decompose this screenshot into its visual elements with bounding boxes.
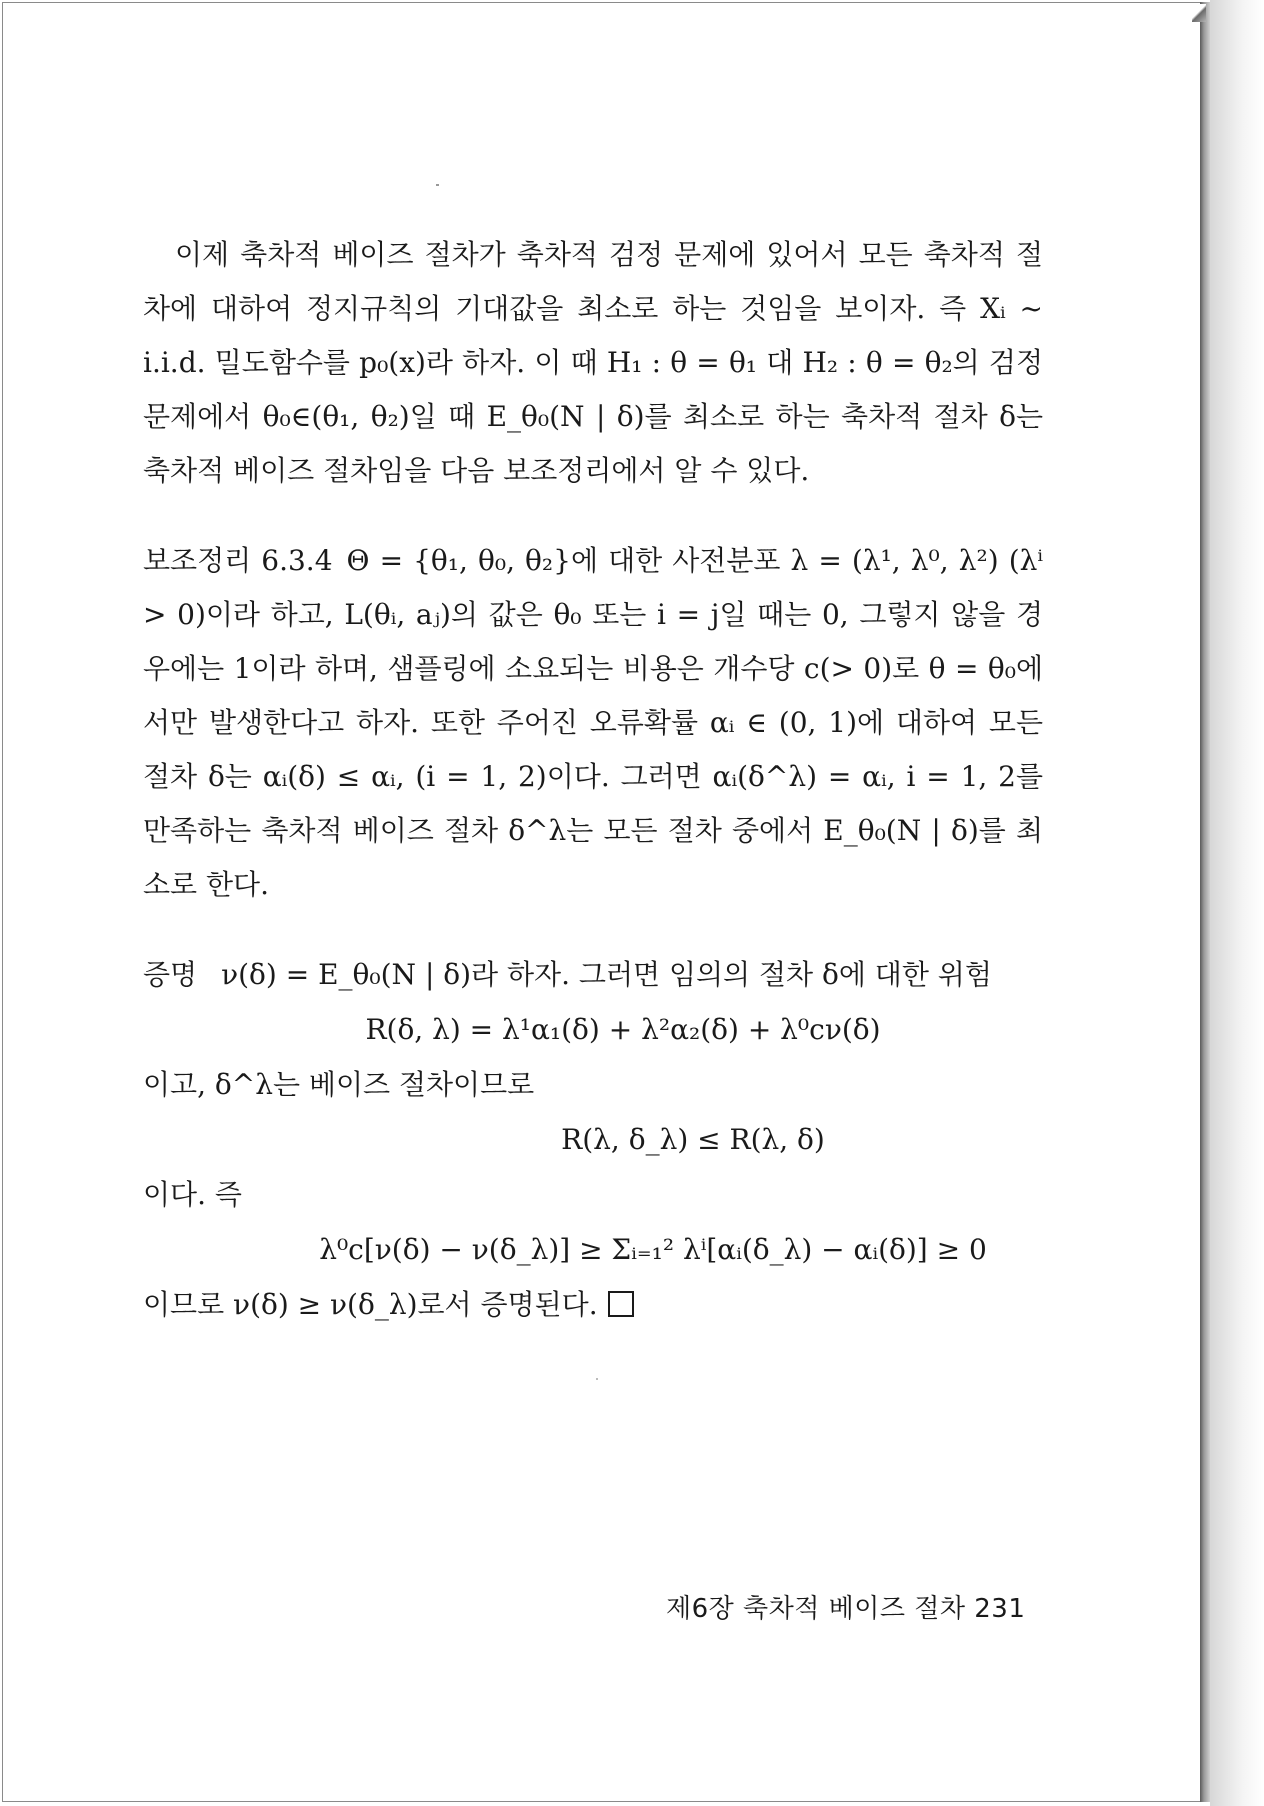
- equation-final-inequality: λ⁰c[ν(δ) − ν(δ_λ)] ≥ Σᵢ₌₁² λⁱ[αᵢ(δ_λ) − αᵢ(δ)] ≥ 0: [319, 1233, 987, 1266]
- equation-risk: R(δ, λ) = λ¹α₁(δ) + λ²α₂(δ) + λ⁰cν(δ): [365, 1013, 881, 1046]
- page-spine-edge: [1200, 2, 1210, 1802]
- lemma-label: 보조정리 6.3.4: [143, 544, 333, 577]
- lemma-text: Θ = {θ₁, θ₀, θ₂}에 대한 사전분포 λ = (λ¹, λ⁰, λ²) (λⁱ > 0)이라 하고, L(θᵢ, aⱼ)의 값은 θ₀ 또는 i = j일 때는 0, 그렇지 않을 경우에는 1이라 하며, 샘플링에 소요되는 비용은 개수당 c(> 0)로 θ = θ₀에서만 발생한다고 하자. 또한 주어진 오류확률 αᵢ ∈ (0, 1)에 대하여 모든 절차 δ는 αᵢ(δ) ≤ αᵢ, (i = 1, 2)이다. 그러면 αᵢ(δ^λ) = αᵢ, i = 1, 2를 만족하는 축차적 베이즈 절차 δ^λ는 모든 절차 중에서 E_θ₀(N | δ)를 최소로 한다.: [143, 544, 1043, 901]
- equation-bayes-inequality: R(λ, δ_λ) ≤ R(λ, δ): [561, 1123, 825, 1156]
- qed-box-icon: [608, 1291, 634, 1317]
- footer-chapter: 제6장 축차적 베이즈 절차: [666, 1594, 966, 1624]
- page-corner: [1192, 4, 1206, 22]
- page-content: [143, 228, 1043, 1332]
- proof-line-1: [143, 948, 1043, 1002]
- page-edge-shadow: [1210, 0, 1264, 1806]
- proof-text-4: 이므로 ν(δ) ≥ ν(δ_λ)로서 증명된다.: [143, 1288, 598, 1321]
- scan-speck: [436, 184, 439, 186]
- proof-label: 증명: [143, 958, 198, 991]
- proof-line-3: 이다. 즉: [143, 1178, 242, 1211]
- running-footer: [666, 1588, 1025, 1625]
- scan-speck: [596, 1378, 598, 1380]
- proof-text-1: ν(δ) = E_θ₀(N | δ)라 하자. 그러면 임의의 절차 δ에 대한 위험: [221, 958, 992, 991]
- proof-line-4: [143, 1278, 1043, 1332]
- page-number: 231: [974, 1594, 1026, 1624]
- proof-line-2: 이고, δ^λ는 베이즈 절차이므로: [143, 1068, 535, 1101]
- intro-paragraph: 이제 축차적 베이즈 절차가 축차적 검정 문제에 있어서 모든 축차적 절차에 대하여 정지규칙의 기대값을 최소로 하는 것임을 보이자. 즉 Xᵢ ~ i.i.d. 밀도함수를 p₀(x)라 하자. 이 때 H₁ : θ = θ₁ 대 H₂ : θ = θ₂의 검정문제에서 θ₀∈(θ₁, θ₂)일 때 E_θ₀(N | δ)를 최소로 하는 축차적 절차 δ는 축차적 베이즈 절차임을 다음 보조정리에서 알 수 있다.: [143, 238, 1043, 487]
- lemma-paragraph: [143, 534, 1043, 912]
